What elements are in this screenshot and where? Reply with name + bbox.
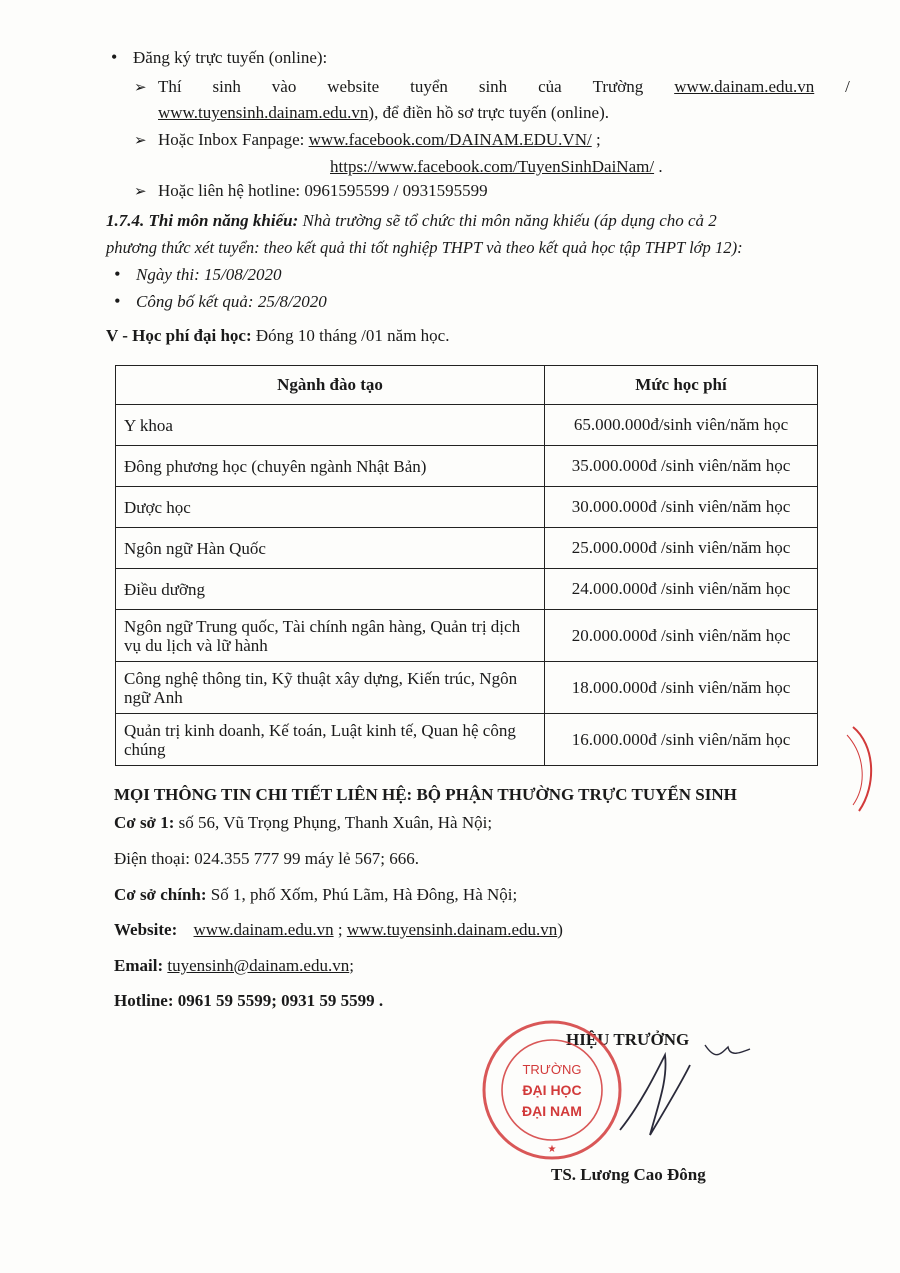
major-cell: Y khoa xyxy=(116,405,545,446)
online-item-hotline: ➢ Hoặc liên hệ hotline: 0961595599 / 0931595599 xyxy=(134,181,488,200)
fee-cell: 24.000.000đ /sinh viên/năm học xyxy=(545,569,818,610)
fee-cell: 16.000.000đ /sinh viên/năm học xyxy=(545,714,818,766)
website-link-2[interactable]: www.tuyensinh.dainam.edu.vn xyxy=(346,920,558,939)
hotline: Hotline: 0961 59 5599; 0931 59 5599 . xyxy=(114,991,384,1010)
online-registration-bullet xyxy=(133,48,327,68)
section-174-heading: 1.7.4. Thi môn năng khiếu: xyxy=(106,211,299,230)
signatory-position: HIỆU TRƯỞNG xyxy=(566,1030,690,1049)
fanpage-link-1[interactable]: www.facebook.com/DAINAM.EDU.VN/ xyxy=(308,130,592,149)
email-line: Email: tuyensinh@dainam.edu.vn; xyxy=(114,956,354,975)
online-registration-title: Đăng ký trực tuyến (online): xyxy=(133,48,328,67)
arrow-icon: ➢ xyxy=(134,184,147,200)
tuition-fee-table xyxy=(115,365,818,766)
fee-cell: 25.000.000đ /sinh viên/năm học xyxy=(545,528,818,569)
online-item-fanpage: ➢ Hoặc Inbox Fanpage: www.facebook.com/DAINAM.EDU.VN/ ; xyxy=(134,130,601,149)
exam-date: • Ngày thi: 15/08/2020 xyxy=(136,265,281,285)
major-cell: Công nghệ thông tin, Kỹ thuật xây dựng, Kiến trúc, Ngôn ngữ Anh xyxy=(116,662,545,714)
online-item-fanpage-line2: https://www.facebook.com/TuyenSinhDaiNam/ . xyxy=(330,157,663,176)
svg-text:ĐẠI HỌC: ĐẠI HỌC xyxy=(522,1082,582,1098)
fee-cell: 20.000.000đ /sinh viên/năm học xyxy=(545,610,818,662)
table-row xyxy=(116,714,818,766)
header-fee: Mức học phí xyxy=(545,366,818,405)
fee-cell: 65.000.000đ/sinh viên/năm học xyxy=(545,405,818,446)
result-date: • Công bố kết quả: 25/8/2020 xyxy=(136,292,327,312)
campus-1: Cơ sở 1: số 56, Vũ Trọng Phụng, Thanh Xuân, Hà Nội; xyxy=(114,813,493,832)
svg-text:TRƯỜNG: TRƯỜNG xyxy=(522,1062,582,1077)
university-seal-icon xyxy=(478,1016,626,1164)
email-link[interactable]: tuyensinh@dainam.edu.vn xyxy=(167,956,350,975)
website-line: Website: www.dainam.edu.vn ; www.tuyensinh.dainam.edu.vn) xyxy=(114,920,563,939)
arrow-icon: ➢ xyxy=(134,133,147,149)
fanpage-link-2[interactable]: https://www.facebook.com/TuyenSinhDaiNam/ xyxy=(330,157,655,176)
major-cell: Ngôn ngữ Trung quốc, Tài chính ngân hàng, Quản trị dịch vụ du lịch và lữ hành xyxy=(116,610,545,662)
fee-cell: 30.000.000đ /sinh viên/năm học xyxy=(545,487,818,528)
contact-title: MỌI THÔNG TIN CHI TIẾT LIÊN HỆ: BỘ PHẬN THƯỜNG TRỰC TUYỂN SINH xyxy=(114,785,737,804)
section-v-tuition: V - Học phí đại học: Đóng 10 tháng /01 năm học. xyxy=(106,326,450,345)
phone: Điện thoại: 024.355 777 99 máy lẻ 567; 666. xyxy=(114,849,420,868)
table-row xyxy=(116,405,818,446)
table-row xyxy=(116,610,818,662)
table-header-row xyxy=(116,366,818,405)
fee-cell: 18.000.000đ /sinh viên/năm học xyxy=(545,662,818,714)
online-item-website xyxy=(134,77,850,97)
table-row xyxy=(116,662,818,714)
website-link-1[interactable]: www.dainam.edu.vn xyxy=(193,920,334,939)
major-cell: Điều dưỡng xyxy=(116,569,545,610)
table-row xyxy=(116,446,818,487)
main-campus: Cơ sở chính: Số 1, phố Xốm, Phú Lãm, Hà Đông, Hà Nội; xyxy=(114,885,518,904)
fee-cell: 35.000.000đ /sinh viên/năm học xyxy=(545,446,818,487)
partial-seal-icon xyxy=(845,725,885,815)
signatory-name: TS. Lương Cao Đông xyxy=(551,1165,706,1184)
section-174-line2: phương thức xét tuyển: theo kết quả thi tốt nghiệp THPT và theo kết quả học tập THPT lớp 12): xyxy=(106,238,743,257)
header-major: Ngành đào tạo xyxy=(116,366,545,405)
major-cell: Đông phương học (chuyên ngành Nhật Bản) xyxy=(116,446,545,487)
arrow-icon: ➢ xyxy=(134,80,147,96)
table-row xyxy=(116,569,818,610)
major-cell: Ngôn ngữ Hàn Quốc xyxy=(116,528,545,569)
major-cell: Dược học xyxy=(116,487,545,528)
dainam-website-link[interactable]: www.dainam.edu.vn xyxy=(674,77,815,96)
table-row xyxy=(116,528,818,569)
svg-text:★: ★ xyxy=(547,1144,557,1155)
tuyensinh-website-link[interactable]: www.tuyensinh.dainam.edu.vn xyxy=(158,103,369,122)
handwritten-signature-icon xyxy=(610,1035,760,1145)
section-v-heading: Học phí đại học: xyxy=(132,326,252,345)
major-cell: Quản trị kinh doanh, Kế toán, Luật kinh tế, Quan hệ công chúng xyxy=(116,714,545,766)
online-item-website-line1: Thí sinh vào website tuyển sinh của Trường www.dainam.edu.vn / xyxy=(158,77,850,96)
online-item-website-line2: www.tuyensinh.dainam.edu.vn), để điền hồ sơ trực tuyến (online). xyxy=(158,103,609,122)
svg-text:ĐẠI NAM: ĐẠI NAM xyxy=(522,1103,582,1119)
section-174-line1: 1.7.4. Thi môn năng khiếu: Nhà trường sẽ tổ chức thi môn năng khiếu (áp dụng cho cả 2 xyxy=(106,211,717,230)
table-row xyxy=(116,487,818,528)
